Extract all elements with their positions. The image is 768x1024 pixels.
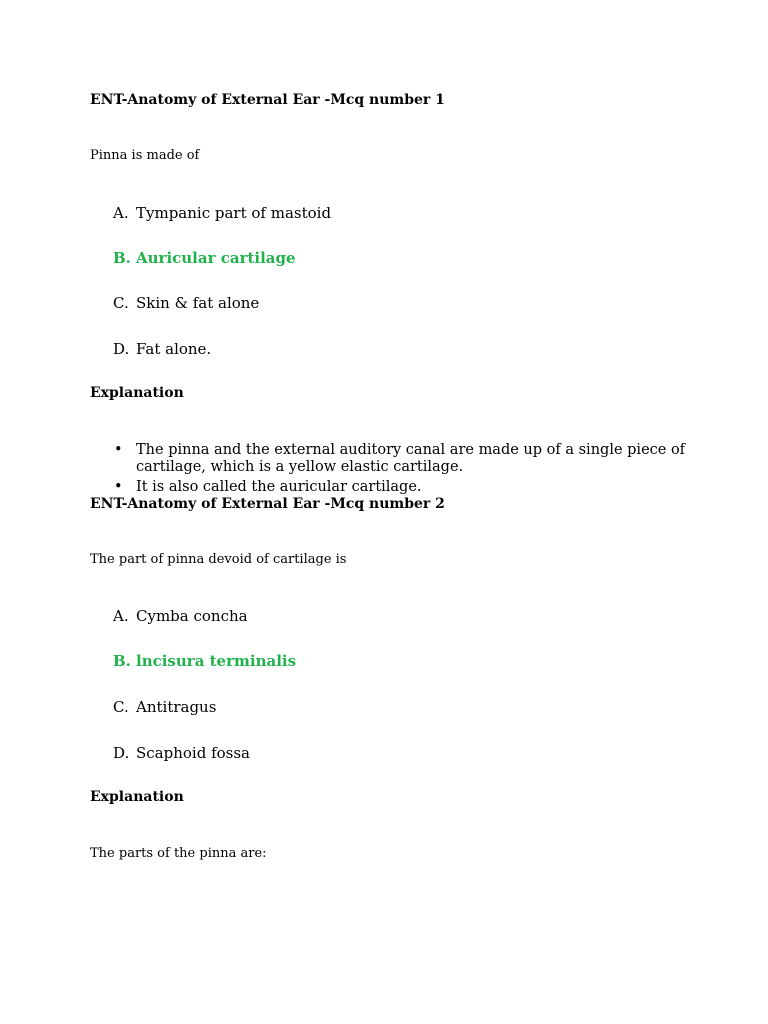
q1-option-d bbox=[113, 340, 211, 358]
q1-option-a bbox=[113, 204, 331, 222]
q1-title: ENT-Anatomy of External Ear -Mcq number 1 bbox=[90, 92, 445, 108]
q2-explanation-heading: Explanation bbox=[90, 789, 184, 805]
option-letter: C. bbox=[113, 294, 129, 312]
option-text: Fat alone. bbox=[136, 340, 212, 358]
bullet-line: cartilage, which is a yellow elastic cartilage. bbox=[136, 459, 464, 475]
q1-explanation-heading: Explanation bbox=[90, 385, 184, 401]
bullet-line: It is also called the auricular cartilage. bbox=[136, 479, 422, 495]
option-letter: D. bbox=[113, 744, 130, 762]
option-letter: D. bbox=[113, 340, 130, 358]
q2-option-b-correct bbox=[113, 652, 296, 670]
option-letter: A. bbox=[113, 607, 129, 625]
q2-title: ENT-Anatomy of External Ear -Mcq number 2 bbox=[90, 496, 445, 512]
option-letter: B. bbox=[113, 652, 131, 670]
option-text: Skin & fat alone bbox=[136, 294, 260, 312]
q1-bullet-2 bbox=[114, 479, 422, 496]
q1-option-b-correct bbox=[113, 249, 296, 267]
q2-explanation-text: The parts of the pinna are: bbox=[90, 846, 267, 861]
q1-option-c bbox=[113, 294, 259, 312]
bullet-line: The pinna and the external auditory canal are made up of a single piece of bbox=[136, 442, 686, 458]
bullet-icon: • bbox=[114, 479, 123, 495]
q2-option-c bbox=[113, 698, 216, 716]
option-text: lncisura terminalis bbox=[136, 652, 297, 670]
q2-question: The part of pinna devoid of cartilage is bbox=[90, 552, 347, 567]
option-letter: A. bbox=[113, 204, 129, 222]
option-text: Auricular cartilage bbox=[136, 249, 296, 267]
q1-question: Pinna is made of bbox=[90, 148, 200, 163]
option-text: Tympanic part of mastoid bbox=[136, 204, 332, 222]
bullet-icon: • bbox=[114, 442, 123, 458]
option-letter: C. bbox=[113, 698, 129, 716]
option-text: Antitragus bbox=[136, 698, 217, 716]
q2-option-d bbox=[113, 744, 250, 762]
option-text: Cymba concha bbox=[136, 607, 248, 625]
option-text: Scaphoid fossa bbox=[136, 744, 251, 762]
q2-option-a bbox=[113, 607, 248, 625]
option-letter: B. bbox=[113, 249, 131, 267]
q1-bullet-1 bbox=[114, 442, 686, 476]
